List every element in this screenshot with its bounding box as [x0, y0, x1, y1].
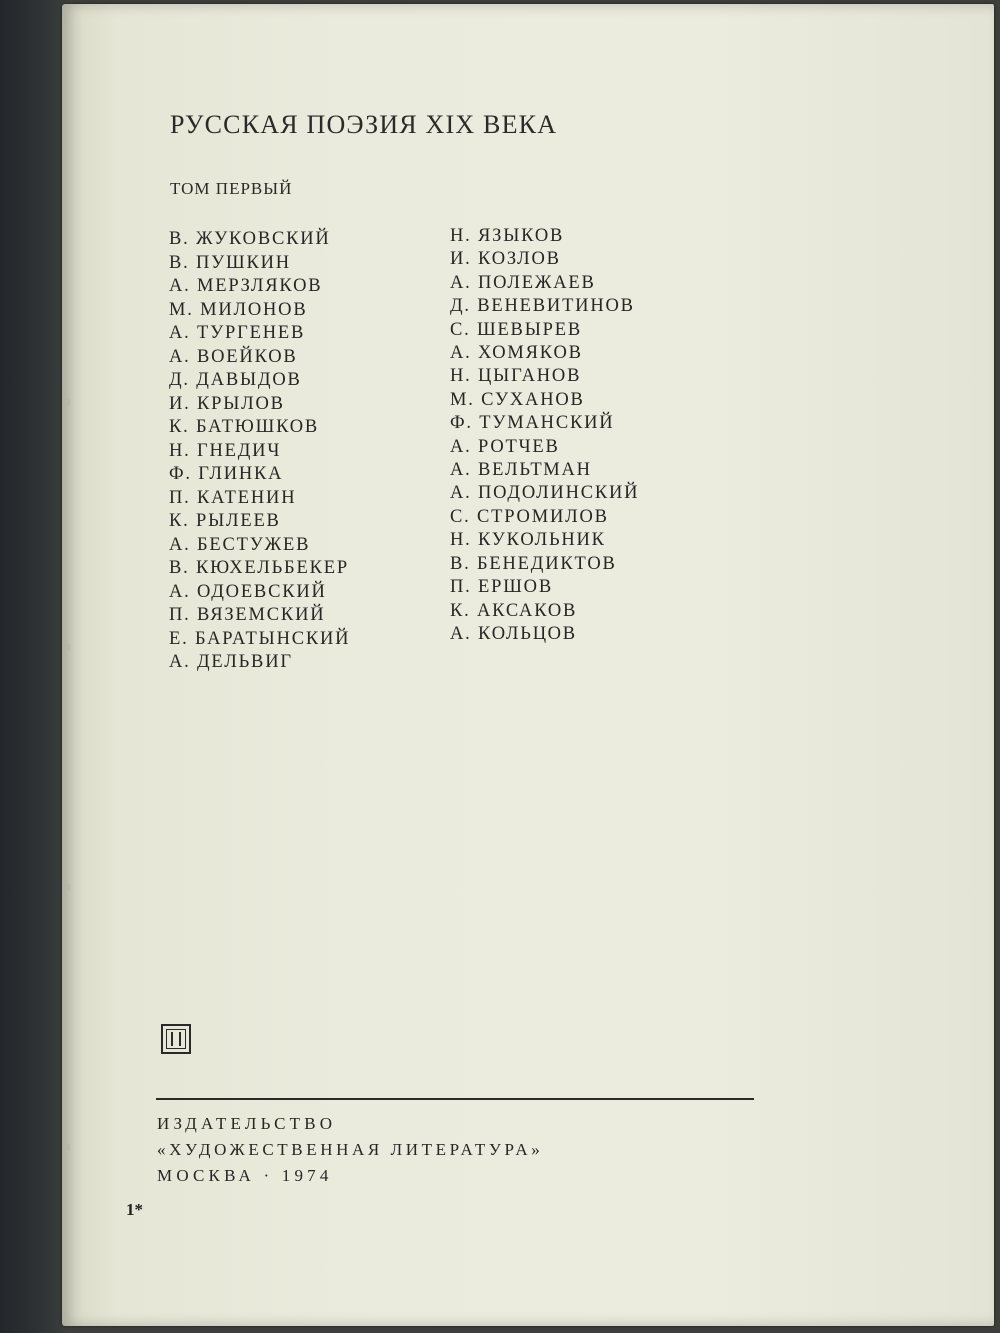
- book-title: РУССКАЯ ПОЭЗИЯ XIX ВЕКА: [170, 110, 558, 139]
- author-name: А. БЕСТУЖЕВ: [169, 534, 311, 555]
- author-name: А. ВОЕЙКОВ: [169, 346, 298, 367]
- author-name: П. ЕРШОВ: [450, 577, 553, 598]
- author-name: А. РОТЧЕВ: [450, 436, 560, 457]
- binding-stitch: [67, 399, 70, 406]
- author-name: С. СТРОМИЛОВ: [450, 506, 609, 527]
- author-name: А. МЕРЗЛЯКОВ: [169, 276, 323, 296]
- author-name: С. ШЕВЫРЕВ: [450, 319, 582, 340]
- emblem-inner-frame: [166, 1029, 186, 1049]
- author-name: В. БЕНЕДИКТОВ: [450, 553, 617, 574]
- author-name: М. МИЛОНОВ: [169, 299, 308, 320]
- author-name: И. КРЫЛОВ: [169, 393, 285, 414]
- author-name: М. СУХАНОВ: [450, 389, 585, 410]
- author-name: П. КАТЕНИН: [169, 487, 297, 508]
- author-name: А. ДЕЛЬВИГ: [169, 652, 293, 672]
- binding-stitch: [67, 1144, 70, 1151]
- publisher-city-year: МОСКВА · 1974: [157, 1166, 333, 1185]
- publisher-emblem-icon: [161, 1024, 191, 1054]
- author-name: В. ПУШКИН: [169, 252, 291, 273]
- author-name: К. БАТЮШКОВ: [169, 417, 320, 437]
- volume-label: ТОМ ПЕРВЫЙ: [170, 179, 293, 198]
- author-name: А. ТУРГЕНЕВ: [169, 323, 306, 343]
- author-name: Н. КУКОЛЬНИК: [450, 530, 606, 551]
- author-name: А. ПОЛЕЖАЕВ: [450, 272, 596, 293]
- signature-mark: 1*: [126, 1200, 143, 1219]
- author-name: А. КОЛЬЦОВ: [450, 623, 577, 644]
- publisher-name: «ХУДОЖЕСТВЕННАЯ ЛИТЕРАТУРА»: [157, 1140, 544, 1159]
- author-name: Д. ДАВЫДОВ: [169, 370, 302, 390]
- author-name: Н. ГНЕДИЧ: [169, 440, 282, 461]
- authors-list-right: [450, 225, 639, 646]
- author-name: Е. БАРАТЫНСКИЙ: [169, 628, 351, 649]
- divider-rule: [156, 1098, 754, 1100]
- author-name: Ф. ТУМАНСКИЙ: [450, 413, 615, 434]
- author-name: А. ХОМЯКОВ: [450, 343, 583, 364]
- author-name: В. ЖУКОВСКИЙ: [169, 229, 331, 249]
- authors-list-left: [169, 228, 350, 675]
- author-name: А. ВЕЛЬТМАН: [450, 460, 592, 481]
- author-name: К. РЫЛЕЕВ: [169, 511, 281, 531]
- author-name: К. АКСАКОВ: [450, 600, 578, 621]
- binding-stitch: [67, 644, 70, 651]
- publisher-label: ИЗДАТЕЛЬСТВО: [157, 1114, 337, 1133]
- author-name: Н. ЦЫГАНОВ: [450, 366, 582, 387]
- author-name: В. КЮХЕЛЬБЕКЕР: [169, 558, 349, 578]
- author-name: Ф. ГЛИНКА: [169, 464, 284, 484]
- author-name: А. ОДОЕВСКИЙ: [169, 581, 327, 602]
- author-name: А. ПОДОЛИНСКИЙ: [450, 483, 640, 504]
- binding-stitch: [67, 884, 70, 891]
- author-name: Д. ВЕНЕВИТИНОВ: [450, 296, 635, 317]
- author-name: П. ВЯЗЕМСКИЙ: [169, 605, 326, 625]
- book-page: [62, 4, 994, 1326]
- author-name: И. КОЗЛОВ: [450, 249, 561, 270]
- author-name: Н. ЯЗЫКОВ: [450, 226, 565, 246]
